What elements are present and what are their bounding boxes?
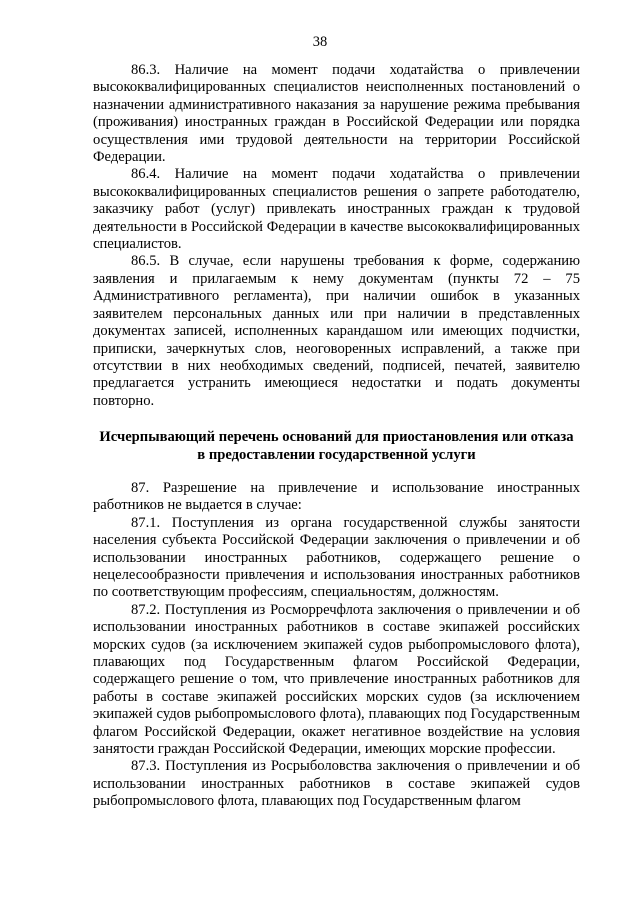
document-body xyxy=(93,62,580,811)
paragraph-87: 87. Разрешение на привлечение и использование иностранных работников не выдается в случае: xyxy=(93,479,580,514)
paragraph-86-5: 86.5. В случае, если нарушены требования к форме, содержанию заявления и прилагаемым к нему документам (пункты 72 – 75 Административного регламента), при наличии ошибок в указанных заявителем персональных данных или при наличии в представленных документах записей, исполненных карандашом или имеющих подчистки, приписки, зачеркнутых слов, неоговоренных исправлений, а также при отсутствии в них необходимых сведений, подписей, печатей, заявителю предлагается устранить имеющиеся недостатки и подать документы повторно. xyxy=(93,253,580,409)
section-heading: Исчерпывающий перечень оснований для приостановления или отказа в предоставлении государственной услуги xyxy=(99,429,574,463)
paragraph-86-4: 86.4. Наличие на момент подачи ходатайства о привлечении высококвалифицированных специалистов решения о запрете работодателю, заказчику работ (услуг) привлекать иностранных граждан к трудовой деятельности в Российской Федерации в качестве высококвалифицированных специалистов. xyxy=(93,166,580,253)
paragraph-87-1: 87.1. Поступления из органа государственной службы занятости населения субъекта Российской Федерации заключения о привлечении и об использовании иностранных работников, содержащего решение о нецелесообразности привлечения и использования иностранных работников по соответствующим профессиям, специальностям, должностям. xyxy=(93,514,580,601)
page-number: 38 xyxy=(312,34,328,50)
paragraph-87-2: 87.2. Поступления из Росморречфлота заключения о привлечении и об использовании иностранных работников в составе экипажей российских морских судов (за исключением экипажей судов рыбопромыслового флота), плавающих под Государственным флагом Российской Федерации, содержащего решение о том, что привлечение иностранных работников для работы в составе экипажей российских морских судов (за исключением экипажей судов рыбопромыслового флота), плавающих под Государственным флагом Российской Федерации, окажет негативное воздействие на условия занятости граждан Российской Федерации, имеющих морские профессии. xyxy=(93,601,580,758)
paragraph-86-3: 86.3. Наличие на момент подачи ходатайства о привлечении высококвалифицированных специалистов неисполненных постановлений о назначении административного наказания за нарушение режима пребывания (проживания) иностранных граждан в Российской Федерации или порядка осуществления ими трудовой деятельности на территории Российской Федерации. xyxy=(93,62,580,166)
paragraph-87-3: 87.3. Поступления из Росрыболовства заключения о привлечении и об использовании иностранных работников в составе экипажей судов рыбопромыслового флота, плавающих под Государственным флагом xyxy=(93,758,580,810)
